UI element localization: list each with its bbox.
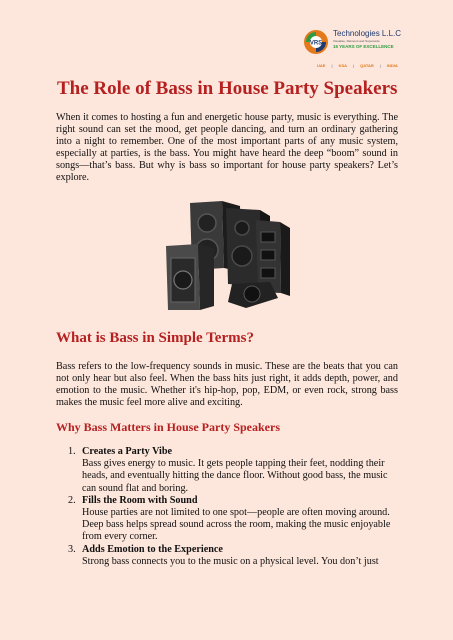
list-item-title: Fills the Room with Sound — [82, 494, 198, 506]
list-item-text: Strong bass connects you to the music on a physical level. You don’t just — [82, 555, 379, 567]
page-title: The Role of Bass in House Party Speakers — [57, 78, 398, 99]
section-heading-bass: What is Bass in Simple Terms? — [56, 330, 254, 346]
region-ksa: KSA — [338, 63, 348, 68]
list-item — [66, 544, 400, 568]
list-item-title: Creates a Party Vibe — [82, 446, 173, 457]
logo-tagline: Visualise, Reinvent and Supersede — [333, 39, 380, 43]
section-heading-why-bass: Why Bass Matters in House Party Speakers — [56, 420, 280, 434]
bass-definition-paragraph: Bass refers to the low-frequency sounds in music. These are the beats that you can not only hear but also feel. When the bass hits just right, it adds depth, power, and emotion to the music. Whether it's hip-hop, pop, EDM, or even rock, strong bass makes the music feel more alive and exciting. — [56, 361, 398, 409]
list-number: 1. — [68, 446, 76, 457]
speakers-image — [162, 198, 296, 314]
reasons-list — [66, 446, 400, 568]
logo-company-name: Technologies L.L.C — [333, 29, 402, 38]
list-number: 3. — [68, 543, 76, 555]
list-item — [66, 446, 400, 495]
logo-regions: UAE | KSA | QATAR | INDIA — [317, 63, 398, 68]
logo-globe-icon — [303, 29, 329, 55]
logo-years: 15 YEARS OF EXCELLENCE — [333, 44, 394, 49]
list-item-text: Bass gives energy to music. It gets people tapping their feet, nodding their heads, and eventually hitting the dance floor. Without good bass, the music can sound flat and boring. — [82, 458, 388, 494]
region-india: INDIA — [386, 63, 398, 68]
list-item — [66, 495, 400, 544]
list-item-text: House parties are not limited to one spot—people are often moving around. Deep bass helps spread sound across the room, making the music enjoyable from every corner. — [82, 507, 391, 543]
list-item-title: Adds Emotion to the Experience — [82, 543, 223, 555]
region-uae: UAE — [317, 63, 326, 68]
region-qatar: QATAR — [360, 63, 374, 68]
intro-paragraph: When it comes to hosting a fun and energetic house party, music is everything. The right sound can set the mood, get people dancing, and turn an ordinary gathering into a night to remember. One of the most important parts of any music system, especially at parties, is the bass. You might have heard the deep “boom” sound in songs—that’s bass. But why is bass so important for house party speakers? Let’s explore. — [56, 112, 398, 184]
list-number: 2. — [68, 494, 76, 506]
company-logo — [303, 27, 413, 68]
logo-badge: VRS — [309, 40, 323, 47]
